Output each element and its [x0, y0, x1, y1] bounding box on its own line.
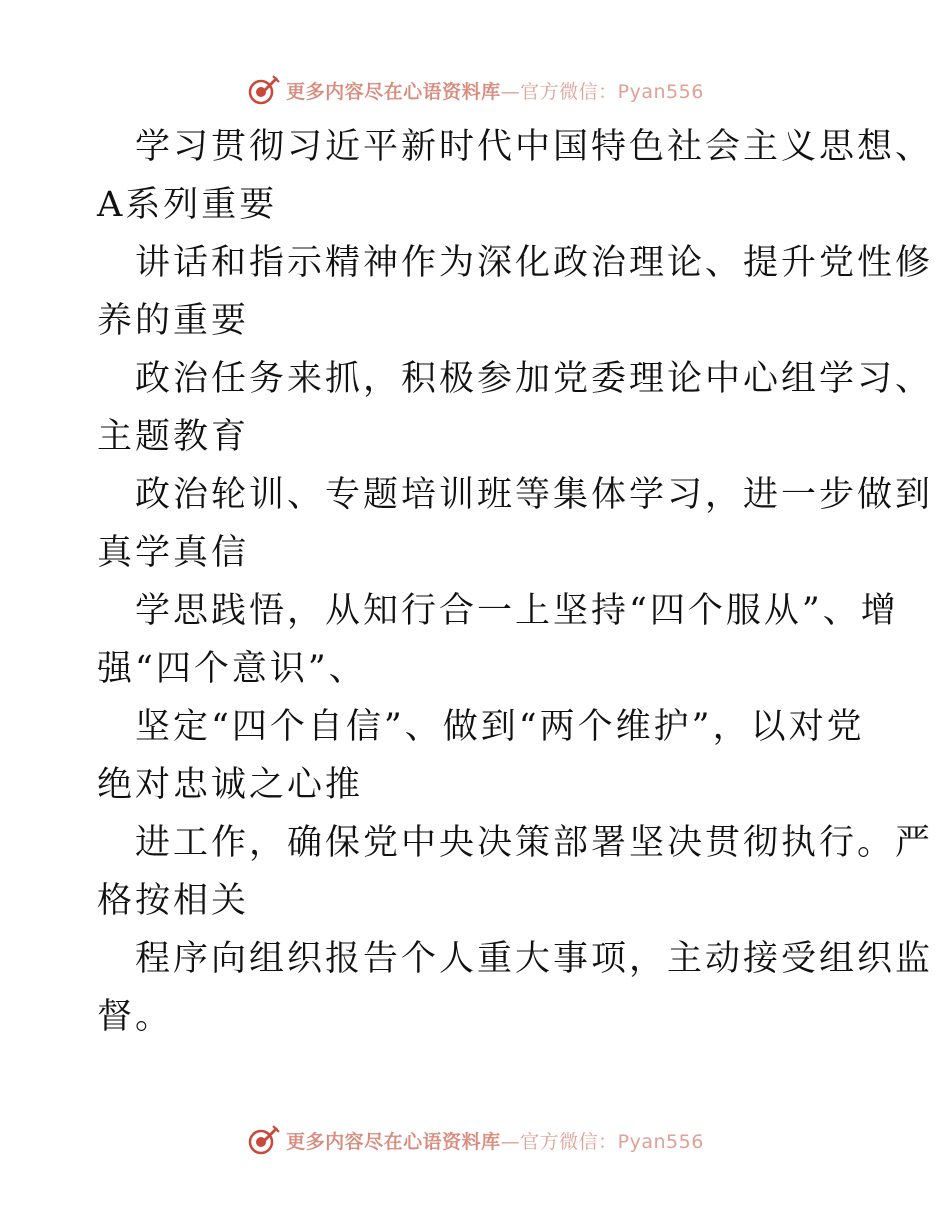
watermark-wechat-text: —官方微信：Pyan556 [500, 80, 704, 103]
document-body [97, 118, 934, 1046]
text-line: 学习贯彻习近平新时代中国特色社会主义思想、 [135, 127, 934, 167]
footer-watermark [0, 1120, 950, 1160]
text-line: 绝对忠诚之心推 [97, 765, 364, 805]
watermark-brand-text: 更多内容尽在心语资料库 [286, 1130, 501, 1153]
text-line: 政治任务来抓，积极参加党委理论中心组学习、 [135, 359, 934, 399]
text-line: 督。 [97, 997, 174, 1037]
text-line: 讲话和指示精神作为深化政治理论、提升党性修 [135, 243, 934, 283]
watermark-brand-text: 更多内容尽在心语资料库 [286, 80, 501, 103]
quill-pen-logo-icon [246, 73, 280, 107]
text-line: 程序向组织报告个人重大事项，主动接受组织监 [135, 939, 934, 979]
text-line: 养的重要 [97, 301, 250, 341]
text-line: 格按相关 [97, 881, 250, 921]
text-line: 政治轮训、专题培训班等集体学习，进一步做到 [135, 475, 934, 515]
text-line: 进工作，确保党中央决策部署坚决贯彻执行。严 [135, 823, 934, 863]
text-line: 坚定“四个自信”、做到“两个维护”，以对党 [135, 707, 865, 747]
text-line: 真学真信 [97, 533, 250, 573]
header-watermark [0, 70, 950, 110]
quill-pen-logo-icon [246, 1123, 280, 1157]
text-line: 强“四个意识”、 [97, 649, 367, 689]
text-line: 学思践悟，从知行合一上坚持“四个服从”、增 [135, 591, 899, 631]
text-line: 主题教育 [97, 417, 250, 457]
watermark-wechat-text: —官方微信：Pyan556 [500, 1130, 704, 1153]
text-line: A系列重要 [97, 185, 278, 225]
